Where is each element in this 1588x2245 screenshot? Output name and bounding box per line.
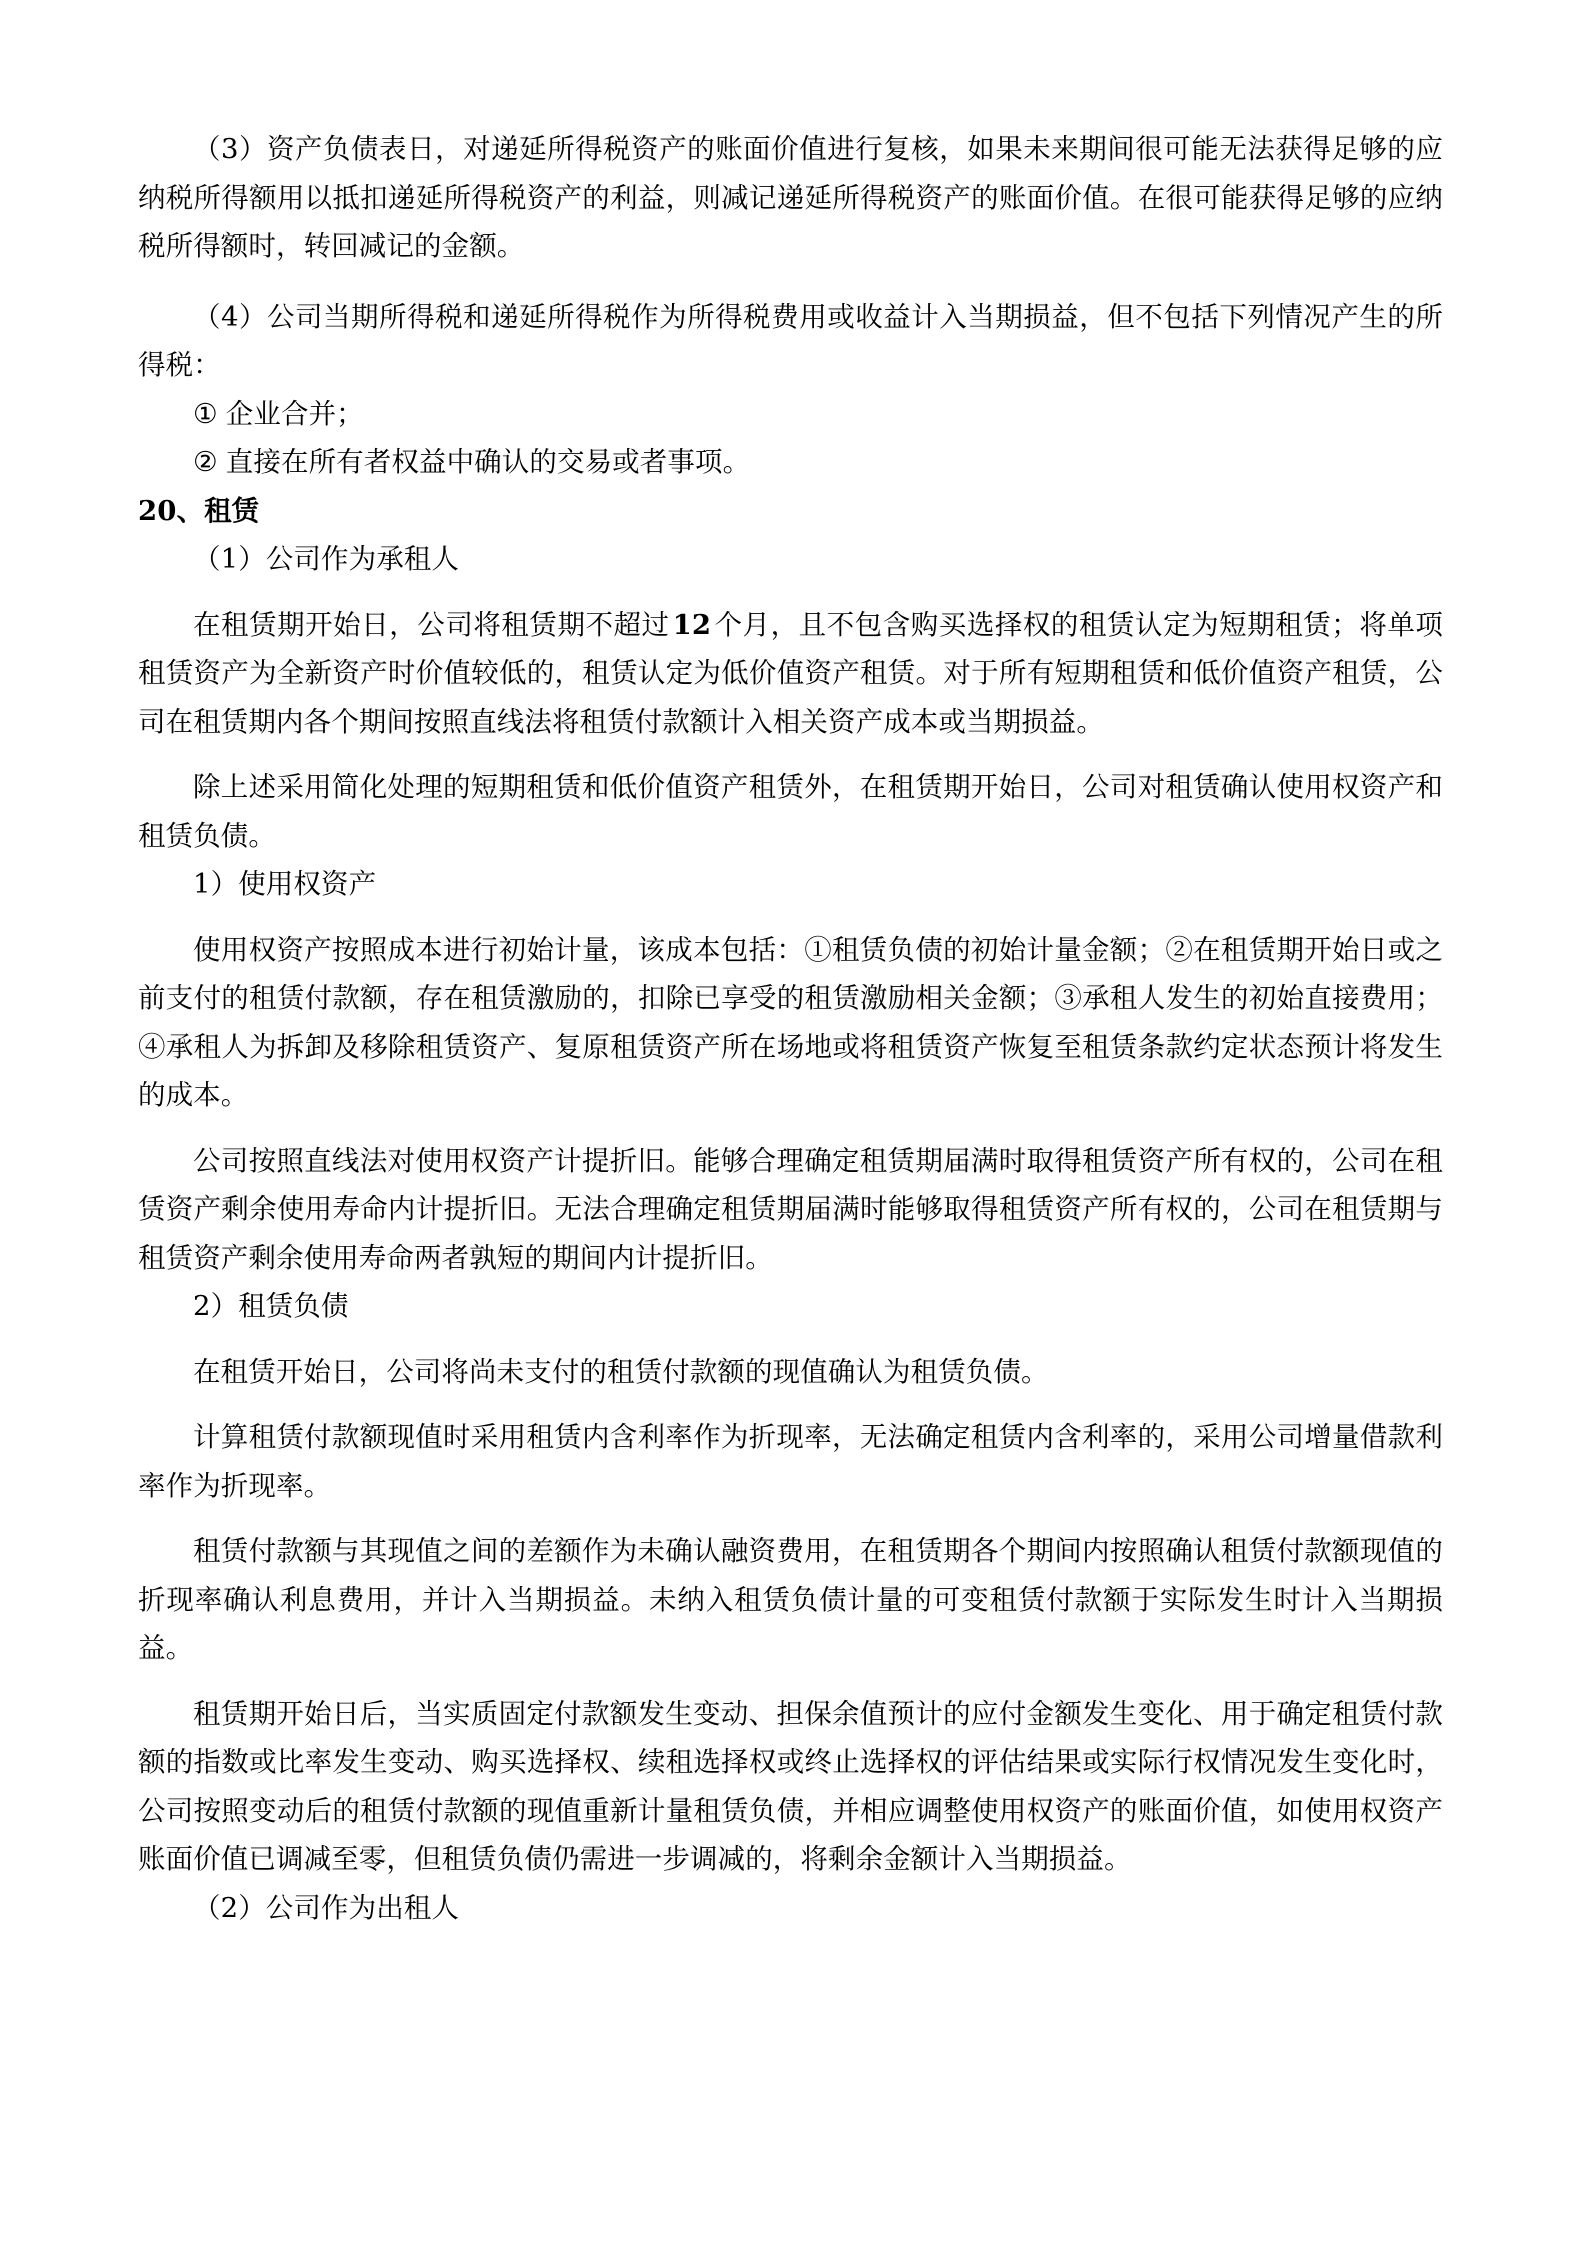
subheading-company-as-lessor: （2）公司作为出租人 <box>193 1891 459 1924</box>
paragraph-recognize-rou-and-liability: 除上述采用简化处理的短期租赁和低价值资产租赁外，在租赁期开始日，公司对租赁确认使用权资产和租赁负债。 <box>138 771 1443 852</box>
paragraph-short-term-low-value-lease <box>138 601 1443 747</box>
paragraph-remeasurement: 租赁期开始日后，当实质固定付款额发生变动、担保余值预计的应付金额发生变化、用于确定租赁付款额的指数或比率发生变动、购买选择权、续租选择权或终止选择权的评估结果或实际行权情况发生变化时，公司按照变动后的租赁付款额的现值重新计量租赁负债，并相应调整使用权资产的账面价值，如使用权资产账面价值已调减至零，但租赁负债仍需进一步调减的，将剩余金额计入当期损益。 <box>138 1697 1443 1875</box>
page-content-column <box>138 125 1443 1932</box>
paragraph-deferred-tax-review: （3）资产负债表日，对递延所得税资产的账面价值进行复核，如果未来期间很可能无法获得足够的应纳税所得额用以抵扣递延所得税资产的利益，则减记递延所得税资产的账面价值。在很可能获得足够的应纳税所得额时，转回减记的金额。 <box>138 133 1443 262</box>
list-marker-circled-two: ② <box>193 446 218 478</box>
paragraph-rou-depreciation: 公司按照直线法对使用权资产计提折旧。能够合理确定租赁期届满时取得租赁资产所有权的，公司在租赁资产剩余使用寿命内计提折旧。无法合理确定租赁期届满时能够取得租赁资产所有权的，公司在租赁期与租赁资产剩余使用寿命两者孰短的期间内计提折旧。 <box>138 1144 1443 1274</box>
paragraph-unrecognized-finance-cost: 租赁付款额与其现值之间的差额作为未确认融资费用，在租赁期各个期间内按照确认租赁付款额现值的折现率确认利息费用，并计入当期损益。未纳入租赁负债计量的可变租赁付款额于实际发生时计入当期损益。 <box>138 1535 1443 1664</box>
paragraph-lease-liability-recognition: 在租赁开始日，公司将尚未支付的租赁付款额的现值确认为租赁负债。 <box>193 1355 1049 1388</box>
paragraph-rou-initial-measurement: 使用权资产按照成本进行初始计量，该成本包括：①租赁负债的初始计量金额；②在租赁期开始日或之前支付的租赁付款额，存在租赁激励的，扣除已享受的租赁激励相关金额；③承租人发生的初始直接费用；④承租人为拆卸及移除租赁资产、复原租赁资产所在场地或将租赁资产恢复至租赁条款约定状态预计将发生的成本。 <box>138 933 1443 1111</box>
subheading-lease-liability: 2）租赁负债 <box>193 1290 349 1322</box>
lease-term-months-value: 12 <box>672 608 712 641</box>
paragraph-current-deferred-tax: （4）公司当期所得税和递延所得税作为所得税费用或收益计入当期损益，但不包括下列情况产生的所得税： <box>138 300 1443 381</box>
list-marker-circled-one: ① <box>193 397 218 430</box>
paragraph-text-before-number: 在租赁期开始日，公司将租赁期不超过 <box>193 608 670 641</box>
subheading-right-of-use-asset: 1）使用权资产 <box>193 868 377 900</box>
list-item-business-combination <box>138 390 1443 439</box>
paragraph-text-after-number: 个月，且不包含购买选择权的租赁认定为短期租赁；将单项租赁资产为全新资产时价值较低的，租赁认定为低价值资产租赁。对于所有短期租赁和低价值资产租赁，公司在租赁期内各个期间按照直线法将租赁付款额计入相关资产成本或当期损益。 <box>138 608 1443 738</box>
list-item-equity-recognized <box>138 438 1443 487</box>
paragraph-discount-rate: 计算租赁付款额现值时采用租赁内含利率作为折现率，无法确定租赁内含利率的，采用公司增量借款利率作为折现率。 <box>138 1421 1443 1502</box>
list-item-label: 企业合并； <box>225 397 364 430</box>
list-item-label: 直接在所有者权益中确认的交易或者事项。 <box>225 446 751 478</box>
subheading-company-as-lessee: （1）公司作为承租人 <box>193 543 459 575</box>
section-heading-lease: 20、租赁 <box>138 494 260 527</box>
